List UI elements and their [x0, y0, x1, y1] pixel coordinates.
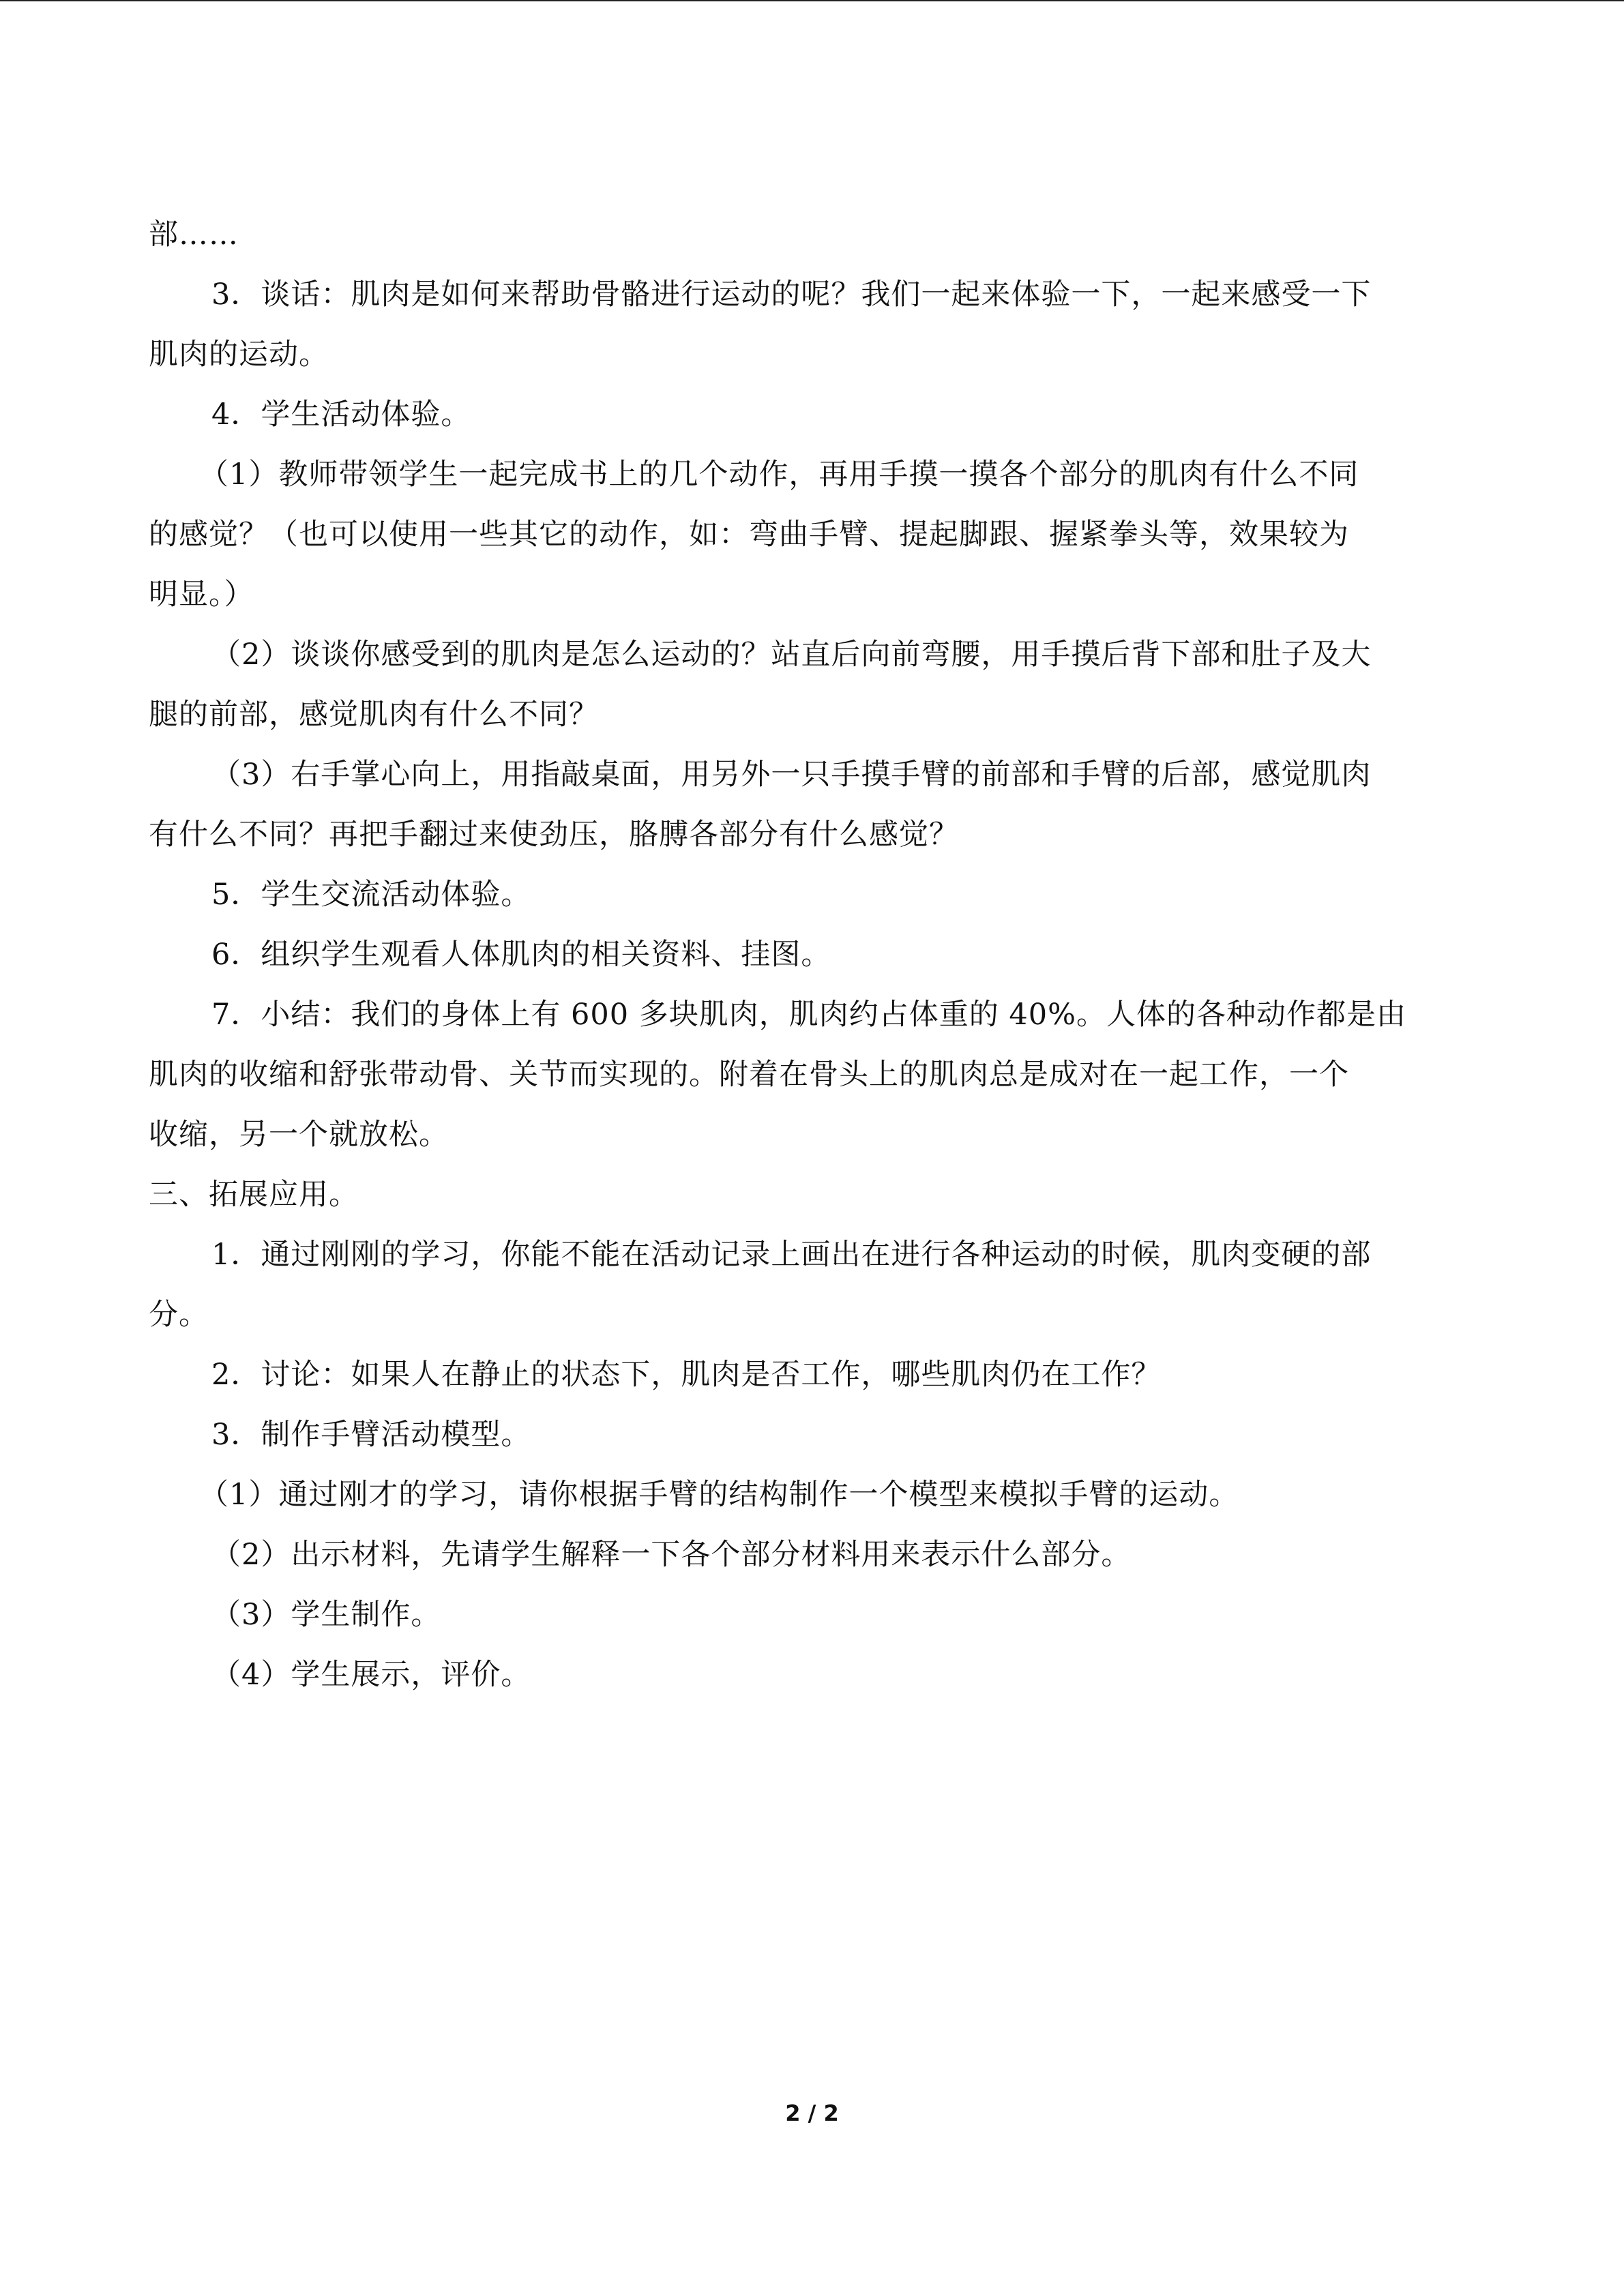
- text-line: 部……: [149, 218, 239, 252]
- text-line: 5．学生交流活动体验。: [211, 878, 531, 912]
- text-line: 收缩，另一个就放松。: [149, 1118, 449, 1152]
- top-border-rule: [0, 0, 1624, 1]
- document-body: [149, 205, 1475, 1705]
- text-line: 有什么不同？再把手翻过来使劲压，胳膊各部分有什么感觉？: [149, 818, 959, 852]
- text-line: （4）学生展示，评价。: [211, 1658, 531, 1692]
- text-line: （3）右手掌心向上，用指敲桌面，用另外一只手摸手臂的前部和手臂的后部，感觉肌肉: [211, 758, 1372, 792]
- text-line: （2）出示材料，先请学生解释一下各个部分材料用来表示什么部分。: [211, 1538, 1132, 1572]
- section-heading: 三、拓展应用。: [149, 1178, 359, 1212]
- text-line: 腿的前部，感觉肌肉有什么不同？: [149, 698, 599, 732]
- text-line: 3．制作手臂活动模型。: [211, 1418, 531, 1452]
- text-line: （2）谈谈你感受到的肌肉是怎么运动的？站直后向前弯腰，用手摸后背下部和肚子及大: [211, 638, 1372, 672]
- text-line: 3．谈话：肌肉是如何来帮助骨骼进行运动的呢？我们一起来体验一下，一起来感受一下: [211, 278, 1372, 312]
- text-line: （3）学生制作。: [211, 1598, 441, 1632]
- text-line: 明显。）: [149, 578, 254, 612]
- text-line: 2．讨论：如果人在静止的状态下，肌肉是否工作，哪些肌肉仍在工作？: [211, 1358, 1162, 1392]
- text-line: 4．学生活动体验。: [211, 398, 471, 432]
- text-line: 分。: [149, 1298, 209, 1332]
- text-line: （1）通过刚才的学习，请你根据手臂的结构制作一个模型来模拟手臂的运动。: [199, 1478, 1239, 1512]
- text-line: 肌肉的收缩和舒张带动骨、关节而实现的。附着在骨头上的肌肉总是成对在一起工作，一个: [149, 1058, 1349, 1092]
- text-line: 6．组织学生观看人体肌肉的相关资料、挂图。: [211, 938, 831, 972]
- text-line: 1．通过刚刚的学习，你能不能在活动记录上画出在进行各种运动的时候，肌肉变硬的部: [211, 1238, 1372, 1272]
- page-number: 2 / 2: [785, 2100, 839, 2126]
- text-line: 肌肉的运动。: [149, 338, 329, 372]
- text-line: （1）教师带领学生一起完成书上的几个动作，再用手摸一摸各个部分的肌肉有什么不同: [199, 458, 1359, 492]
- text-line: 的感觉？（也可以使用一些其它的动作，如：弯曲手臂、提起脚跟、握紧拳头等，效果较为: [149, 518, 1349, 552]
- text-line: 7．小结：我们的身体上有 600 多块肌肉，肌肉约占体重的 40%。人体的各种动作都是由: [211, 998, 1407, 1032]
